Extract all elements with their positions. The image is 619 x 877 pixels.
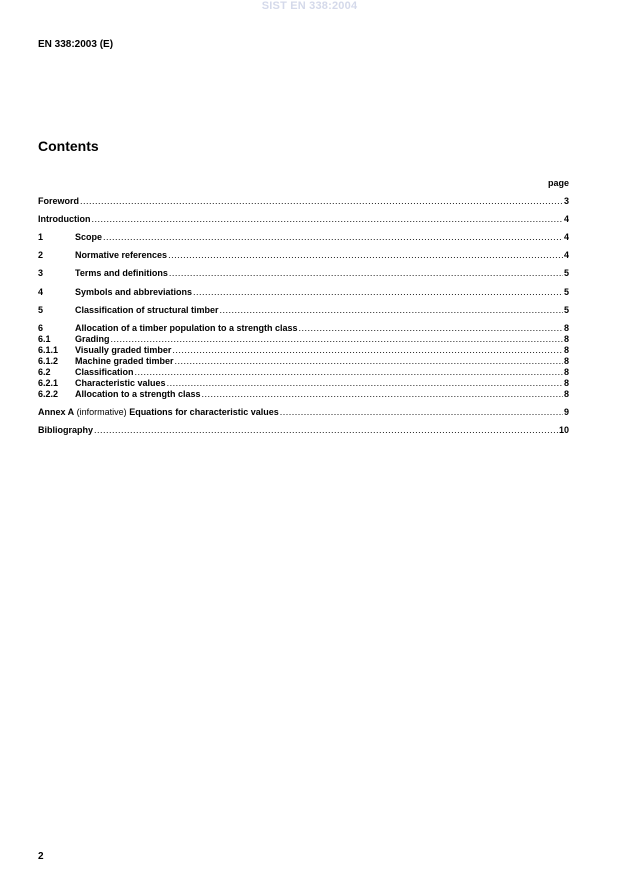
leader-dots <box>80 196 563 206</box>
toc-entry-title: Allocation of a timber population to a strength class <box>75 323 298 333</box>
toc-entry-bibliography[interactable] <box>38 425 569 435</box>
leader-dots <box>175 356 563 366</box>
leader-dots <box>202 389 563 399</box>
toc-entry-number: 6.2.1 <box>38 378 59 388</box>
toc-entry-page: 8 <box>563 356 569 366</box>
document-identifier: EN 338:2003 (E) <box>38 39 114 50</box>
toc-entry-characteristic-values[interactable] <box>38 378 569 388</box>
toc-entry-title: Machine graded timber <box>75 356 174 366</box>
toc-entry-introduction[interactable] <box>38 214 569 224</box>
leader-dots <box>220 305 563 315</box>
toc-entry-foreword[interactable] <box>38 196 569 206</box>
toc-entry-page: 8 <box>563 367 569 377</box>
page-column-label: page <box>547 178 569 188</box>
toc-entry-page: 8 <box>563 378 569 388</box>
leader-dots <box>111 334 563 344</box>
leader-dots <box>168 250 563 260</box>
toc-entry-title: Foreword <box>38 196 80 206</box>
page-title: Contents <box>38 138 99 154</box>
toc-entry-allocation-to-strength-class[interactable] <box>38 389 569 399</box>
toc-entry-number: 6.2 <box>38 367 51 377</box>
leader-dots <box>280 407 563 417</box>
toc-entry-title: Classification <box>75 367 134 377</box>
toc-entry-normative-references[interactable] <box>38 250 569 260</box>
toc-entry-classification-of-structural-timber[interactable] <box>38 305 569 315</box>
toc-entry-page: 10 <box>558 425 569 435</box>
toc-entry-number: 1 <box>38 232 44 242</box>
toc-entry-number: 6.1.1 <box>38 345 59 355</box>
toc-entry-number: 4 <box>38 287 44 297</box>
toc-entry-title: Characteristic values <box>75 378 166 388</box>
toc-entry-page: 8 <box>563 323 569 333</box>
toc-entry-page: 8 <box>563 334 569 344</box>
toc-entry-number: 6.1.2 <box>38 356 59 366</box>
toc-entry-machine-graded-timber[interactable] <box>38 356 569 366</box>
leader-dots <box>169 268 563 278</box>
annex-title: Equations for characteristic values <box>129 407 279 417</box>
toc-entry-number: 6 <box>38 323 44 333</box>
toc-entry-grading[interactable] <box>38 334 569 344</box>
toc-entry-classification[interactable] <box>38 367 569 377</box>
toc-entry-title: Allocation to a strength class <box>75 389 201 399</box>
toc-entry-page: 8 <box>563 389 569 399</box>
toc-entry-title: Scope <box>75 232 103 242</box>
toc-entry-title: Symbols and abbreviations <box>75 287 193 297</box>
toc-entry-page: 5 <box>563 268 569 278</box>
leader-dots <box>167 378 563 388</box>
toc-entry-page: 5 <box>563 287 569 297</box>
leader-dots <box>193 287 563 297</box>
toc-entry-page: 4 <box>563 250 569 260</box>
toc-entry-title: Bibliography <box>38 425 94 435</box>
toc-entry-page: 8 <box>563 345 569 355</box>
leader-dots <box>92 214 563 224</box>
toc-entry-number: 6.1 <box>38 334 51 344</box>
toc-entry-number: 3 <box>38 268 44 278</box>
toc-entry-page: 4 <box>563 214 569 224</box>
page-number: 2 <box>38 851 44 862</box>
toc-entry-title <box>38 407 279 417</box>
toc-entry-page: 9 <box>563 407 569 417</box>
annex-qualifier: (informative) <box>74 407 130 417</box>
toc-entry-allocation-of-timber-population[interactable] <box>38 323 569 333</box>
toc-entry-scope[interactable] <box>38 232 569 242</box>
leader-dots <box>94 425 558 435</box>
leader-dots <box>103 232 563 242</box>
toc-entry-title: Visually graded timber <box>75 345 172 355</box>
toc-entry-title: Grading <box>75 334 110 344</box>
toc-entry-title: Classification of structural timber <box>75 305 219 315</box>
toc-entry-title: Terms and definitions <box>75 268 168 278</box>
toc-entry-number: 2 <box>38 250 44 260</box>
annex-label: Annex A <box>38 407 75 417</box>
toc-entry-page: 4 <box>563 232 569 242</box>
watermark: SIST EN 338:2004 <box>261 0 358 12</box>
toc-entry-terms-and-definitions[interactable] <box>38 268 569 278</box>
toc-entry-symbols-and-abbreviations[interactable] <box>38 287 569 297</box>
toc-entry-page: 5 <box>563 305 569 315</box>
leader-dots <box>135 367 563 377</box>
toc-entry-title: Introduction <box>38 214 91 224</box>
toc-entry-visually-graded-timber[interactable] <box>38 345 569 355</box>
leader-dots <box>299 323 563 333</box>
toc-entry-number: 5 <box>38 305 44 315</box>
toc-entry-number: 6.2.2 <box>38 389 59 399</box>
toc-entry-title: Normative references <box>75 250 168 260</box>
leader-dots <box>172 345 563 355</box>
toc-entry-annex-a[interactable] <box>38 407 569 417</box>
toc-entry-page: 3 <box>563 196 569 206</box>
